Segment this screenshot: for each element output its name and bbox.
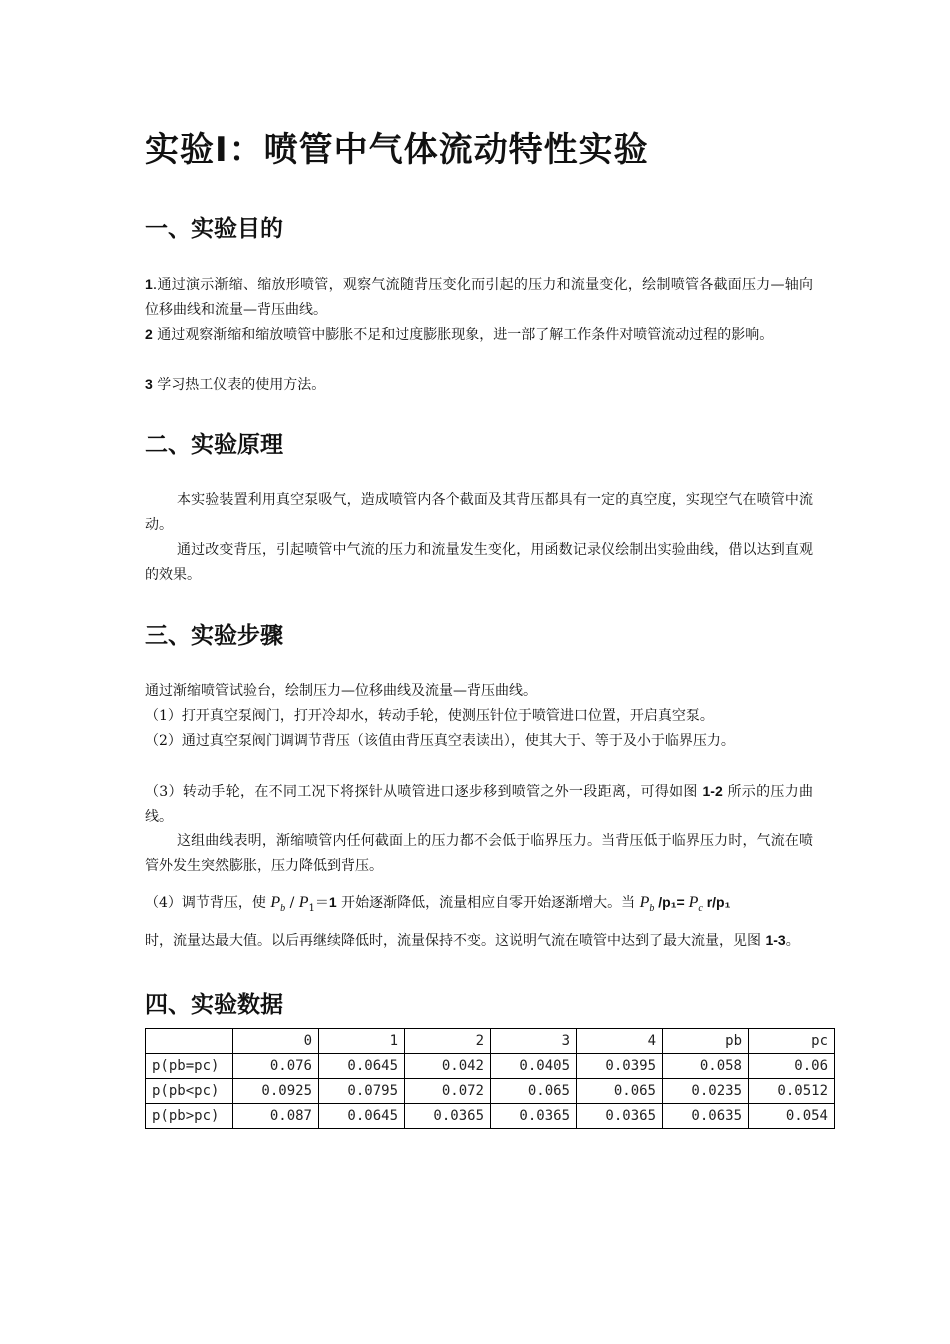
figure-ref-1-3: 1-3 [765, 932, 786, 948]
step-3-note: 这组曲线表明，渐缩喷管内任何截面上的压力都不会低于临界压力。当背压低于临界压力时，气流在喷管外发生突然膨胀，压力降低到背压。 [145, 833, 813, 874]
table-header-cell: 1 [319, 1029, 405, 1054]
step-3 [145, 779, 813, 830]
table-row [146, 1079, 835, 1104]
table-cell: 0.054 [749, 1104, 835, 1129]
purpose-item-1-text: .通过演示渐缩、缩放形喷管，观察气流随背压变化而引起的压力和流量变化，绘制喷管各截面压力—轴向位移曲线和流量—背压曲线。 [145, 277, 813, 318]
purpose-item-3-text: 学习热工仪表的使用方法。 [152, 377, 326, 393]
symbol-pc: P [688, 894, 699, 911]
purpose-item-2 [145, 322, 813, 348]
symbol-pb-2-subscript: b [649, 902, 655, 914]
step-4-ratio-1: /p₁= [654, 894, 689, 910]
table-header-cell: 2 [405, 1029, 491, 1054]
purpose-item-1-number: 1 [145, 276, 153, 292]
row-label: p(pb<pc) [146, 1079, 233, 1104]
purpose-item-2-number: 2 [145, 326, 153, 342]
step-4-equals: ＝ [314, 895, 329, 911]
row-label: p(pb=pc) [146, 1054, 233, 1079]
page-title: 实验Ⅰ：喷管中气体流动特性实验 [145, 130, 649, 170]
principle-paragraph-2: 通过改变背压，引起喷管中气流的压力和流量发生变化，用函数记录仪绘制出实验曲线，借以达到直观的效果。 [145, 542, 813, 583]
step-4-text-a: （4）调节背压，使 [145, 895, 271, 911]
step-1: （1）打开真空泵阀门，打开冷却水，转动手轮，使测压针位于喷管进口位置，开启真空泵。 [145, 708, 714, 724]
table-cell: 0.06 [749, 1054, 835, 1079]
purpose-item-3-number: 3 [145, 376, 153, 392]
table-cell: 0.058 [663, 1054, 749, 1079]
section-heading-steps: 三、实验步骤 [145, 623, 283, 649]
table-cell: 0.0635 [663, 1104, 749, 1129]
step-4-continuation [145, 928, 813, 954]
table-header-cell: 3 [491, 1029, 577, 1054]
table-cell: 0.065 [491, 1079, 577, 1104]
table-cell: 0.0395 [577, 1054, 663, 1079]
section-heading-data: 四、实验数据 [145, 992, 283, 1018]
table-cell: 0.065 [577, 1079, 663, 1104]
section-heading-principle: 二、实验原理 [145, 432, 283, 458]
symbol-pb: P [270, 894, 281, 911]
table-cell: 0.0645 [319, 1104, 405, 1129]
table-header-cell: pc [749, 1029, 835, 1054]
step-4-ratio-2: r/p₁ [702, 894, 731, 910]
table-cell: 0.0365 [577, 1104, 663, 1129]
purpose-item-2-text: 通过观察渐缩和缩放喷管中膨胀不足和过度膨胀现象，进一部了解工作条件对喷管流动过程的影响。 [152, 327, 774, 343]
symbol-pc-subscript: c [698, 902, 703, 914]
table-cell: 0.076 [233, 1054, 319, 1079]
step-4-end: 。 [785, 933, 800, 949]
step-2: （2）通过真空泵阀门调调节背压（该值由背压真空表读出），使其大于、等于及小于临界压力。 [145, 733, 735, 749]
figure-ref-1-2: 1-2 [702, 783, 723, 799]
table-row [146, 1054, 835, 1079]
table-cell: 0.0645 [319, 1054, 405, 1079]
table-cell: 0.0795 [319, 1079, 405, 1104]
table-cell: 0.0512 [749, 1079, 835, 1104]
purpose-item-3 [145, 372, 813, 398]
table-cell: 0.0365 [491, 1104, 577, 1129]
step-4-text-c: 时，流量达最大值。以后再继续降低时，流量保持不变。这说明气流在喷管中达到了最大流量，见图 [145, 933, 766, 949]
table-cell: 0.0235 [663, 1079, 749, 1104]
data-table [145, 1028, 835, 1129]
table-cell: 0.0405 [491, 1054, 577, 1079]
step-3-text-a: （3）转动手轮，在不同工况下将探针从喷管进口逐步移到喷管之外一段距离，可得如图 [145, 784, 703, 800]
table-header-row [146, 1029, 835, 1054]
step-4-slash: / [285, 895, 299, 911]
step-4-text-b: 开始逐渐降低，流量相应自零开始逐渐增大。当 [336, 895, 640, 911]
symbol-p1-subscript: 1 [308, 902, 315, 914]
symbol-pb-subscript: b [280, 902, 286, 914]
table-header-cell: pb [663, 1029, 749, 1054]
table-header-cell: 0 [233, 1029, 319, 1054]
table-cell: 0.0365 [405, 1104, 491, 1129]
step-3-text-b: 所示的压力曲线。 [145, 784, 814, 825]
table-cell: 0.0925 [233, 1079, 319, 1104]
step-4-formula-line [145, 890, 813, 921]
table-cell: 0.042 [405, 1054, 491, 1079]
table-header-cell [146, 1029, 233, 1054]
table-header-cell: 4 [577, 1029, 663, 1054]
table-cell: 0.087 [233, 1104, 319, 1129]
steps-intro: 通过渐缩喷管试验台，绘制压力—位移曲线及流量—背压曲线。 [145, 683, 537, 699]
symbol-pb-2: P [639, 894, 650, 911]
row-label: p(pb>pc) [146, 1104, 233, 1129]
principle-paragraph-1: 本实验装置利用真空泵吸气，造成喷管内各个截面及其背压都具有一定的真空度，实现空气在喷管中流动。 [145, 492, 813, 533]
section-heading-purpose: 一、实验目的 [145, 216, 283, 242]
symbol-p1: P [298, 894, 309, 911]
table-cell: 0.072 [405, 1079, 491, 1104]
table-row [146, 1104, 835, 1129]
step-4-one: 1 [328, 894, 337, 910]
purpose-item-1 [145, 272, 813, 323]
